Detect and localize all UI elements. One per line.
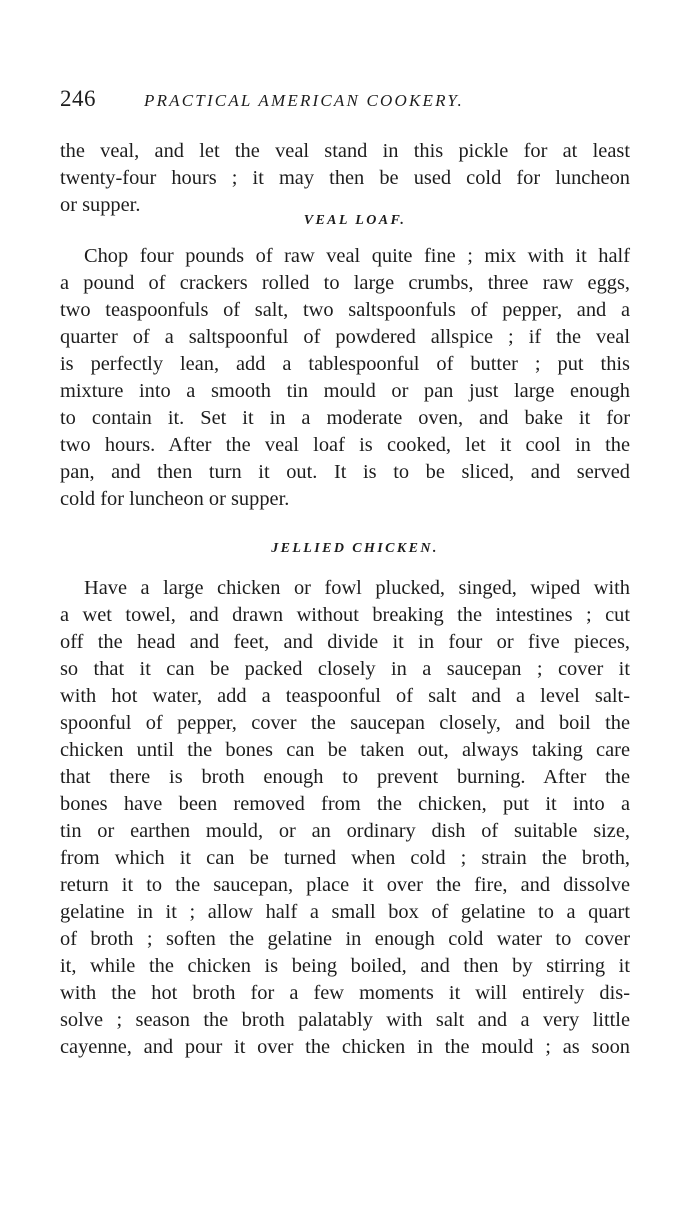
book-page <box>60 86 630 1061</box>
text-line: from which it can be turned when cold ; strain the broth, <box>60 847 630 869</box>
text-line: two hours. After the veal loaf is cooked, let it cool in the <box>60 434 630 456</box>
section-heading-veal-loaf: VEAL LOAF. <box>303 213 407 228</box>
text-line: a pound of crackers rolled to large crumbs, three raw eggs, <box>60 272 630 294</box>
jellied-chicken-paragraph <box>60 575 630 1061</box>
text-line: that there is broth enough to prevent burning. After the <box>60 766 630 788</box>
text-line: of broth ; soften the gelatine in enough cold water to cover <box>60 928 630 950</box>
text-line: with the hot broth for a few moments it will entirely dis- <box>60 982 630 1004</box>
text-line: gelatine in it ; allow half a small box of gelatine to a quart <box>60 901 630 923</box>
text-line: to contain it. Set it in a moderate oven, and bake it for <box>60 407 630 429</box>
text-line: pan, and then turn it out. It is to be sliced, and served <box>60 461 630 483</box>
text-line: it, while the chicken is being boiled, and then by stirring it <box>60 955 630 977</box>
text-line: tin or earthen mould, or an ordinary dish of suitable size, <box>60 820 630 842</box>
text-line: return it to the saucepan, place it over the fire, and dissolve <box>60 874 630 896</box>
text-line: solve ; season the broth palatably with salt and a very little <box>60 1009 630 1031</box>
text-line: the veal, and let the veal stand in this pickle for at least <box>60 140 630 162</box>
text-line: bones have been removed from the chicken, put it into a <box>60 793 630 815</box>
text-line: cayenne, and pour it over the chicken in the mould ; as soon <box>60 1036 630 1058</box>
text-line: cold for luncheon or supper. <box>60 488 290 510</box>
running-title: PRACTICAL AMERICAN COOKERY. <box>144 91 464 110</box>
text-line: is perfectly lean, add a tablespoonful of butter ; put this <box>60 353 630 375</box>
text-line: Chop four pounds of raw veal quite fine ; mix with it half <box>84 245 630 267</box>
running-head <box>60 86 630 126</box>
text-line: Have a large chicken or fowl plucked, singed, wiped with <box>84 577 630 599</box>
text-line: a wet towel, and drawn without breaking the intestines ; cut <box>60 604 630 626</box>
text-line: twenty-four hours ; it may then be used cold for luncheon <box>60 167 630 189</box>
veal-loaf-paragraph <box>60 243 630 513</box>
text-line: so that it can be packed closely in a saucepan ; cover it <box>60 658 630 680</box>
text-line: spoonful of pepper, cover the saucepan closely, and boil the <box>60 712 630 734</box>
text-line: quarter of a saltspoonful of powdered allspice ; if the veal <box>60 326 630 348</box>
text-line: chicken until the bones can be taken out, always taking care <box>60 739 630 761</box>
text-line: mixture into a smooth tin mould or pan just large enough <box>60 380 630 402</box>
text-line: two teaspoonfuls of salt, two saltspoonfuls of pepper, and a <box>60 299 630 321</box>
text-line: or supper. <box>60 194 141 216</box>
text-line: off the head and feet, and divide it in four or five pieces, <box>60 631 630 653</box>
text-line: with hot water, add a teaspoonful of salt and a level salt- <box>60 685 630 707</box>
continuation-paragraph <box>60 138 630 219</box>
section-heading-jellied-chicken: JELLIED CHICKEN. <box>271 541 439 556</box>
page-number: 246 <box>60 86 96 111</box>
